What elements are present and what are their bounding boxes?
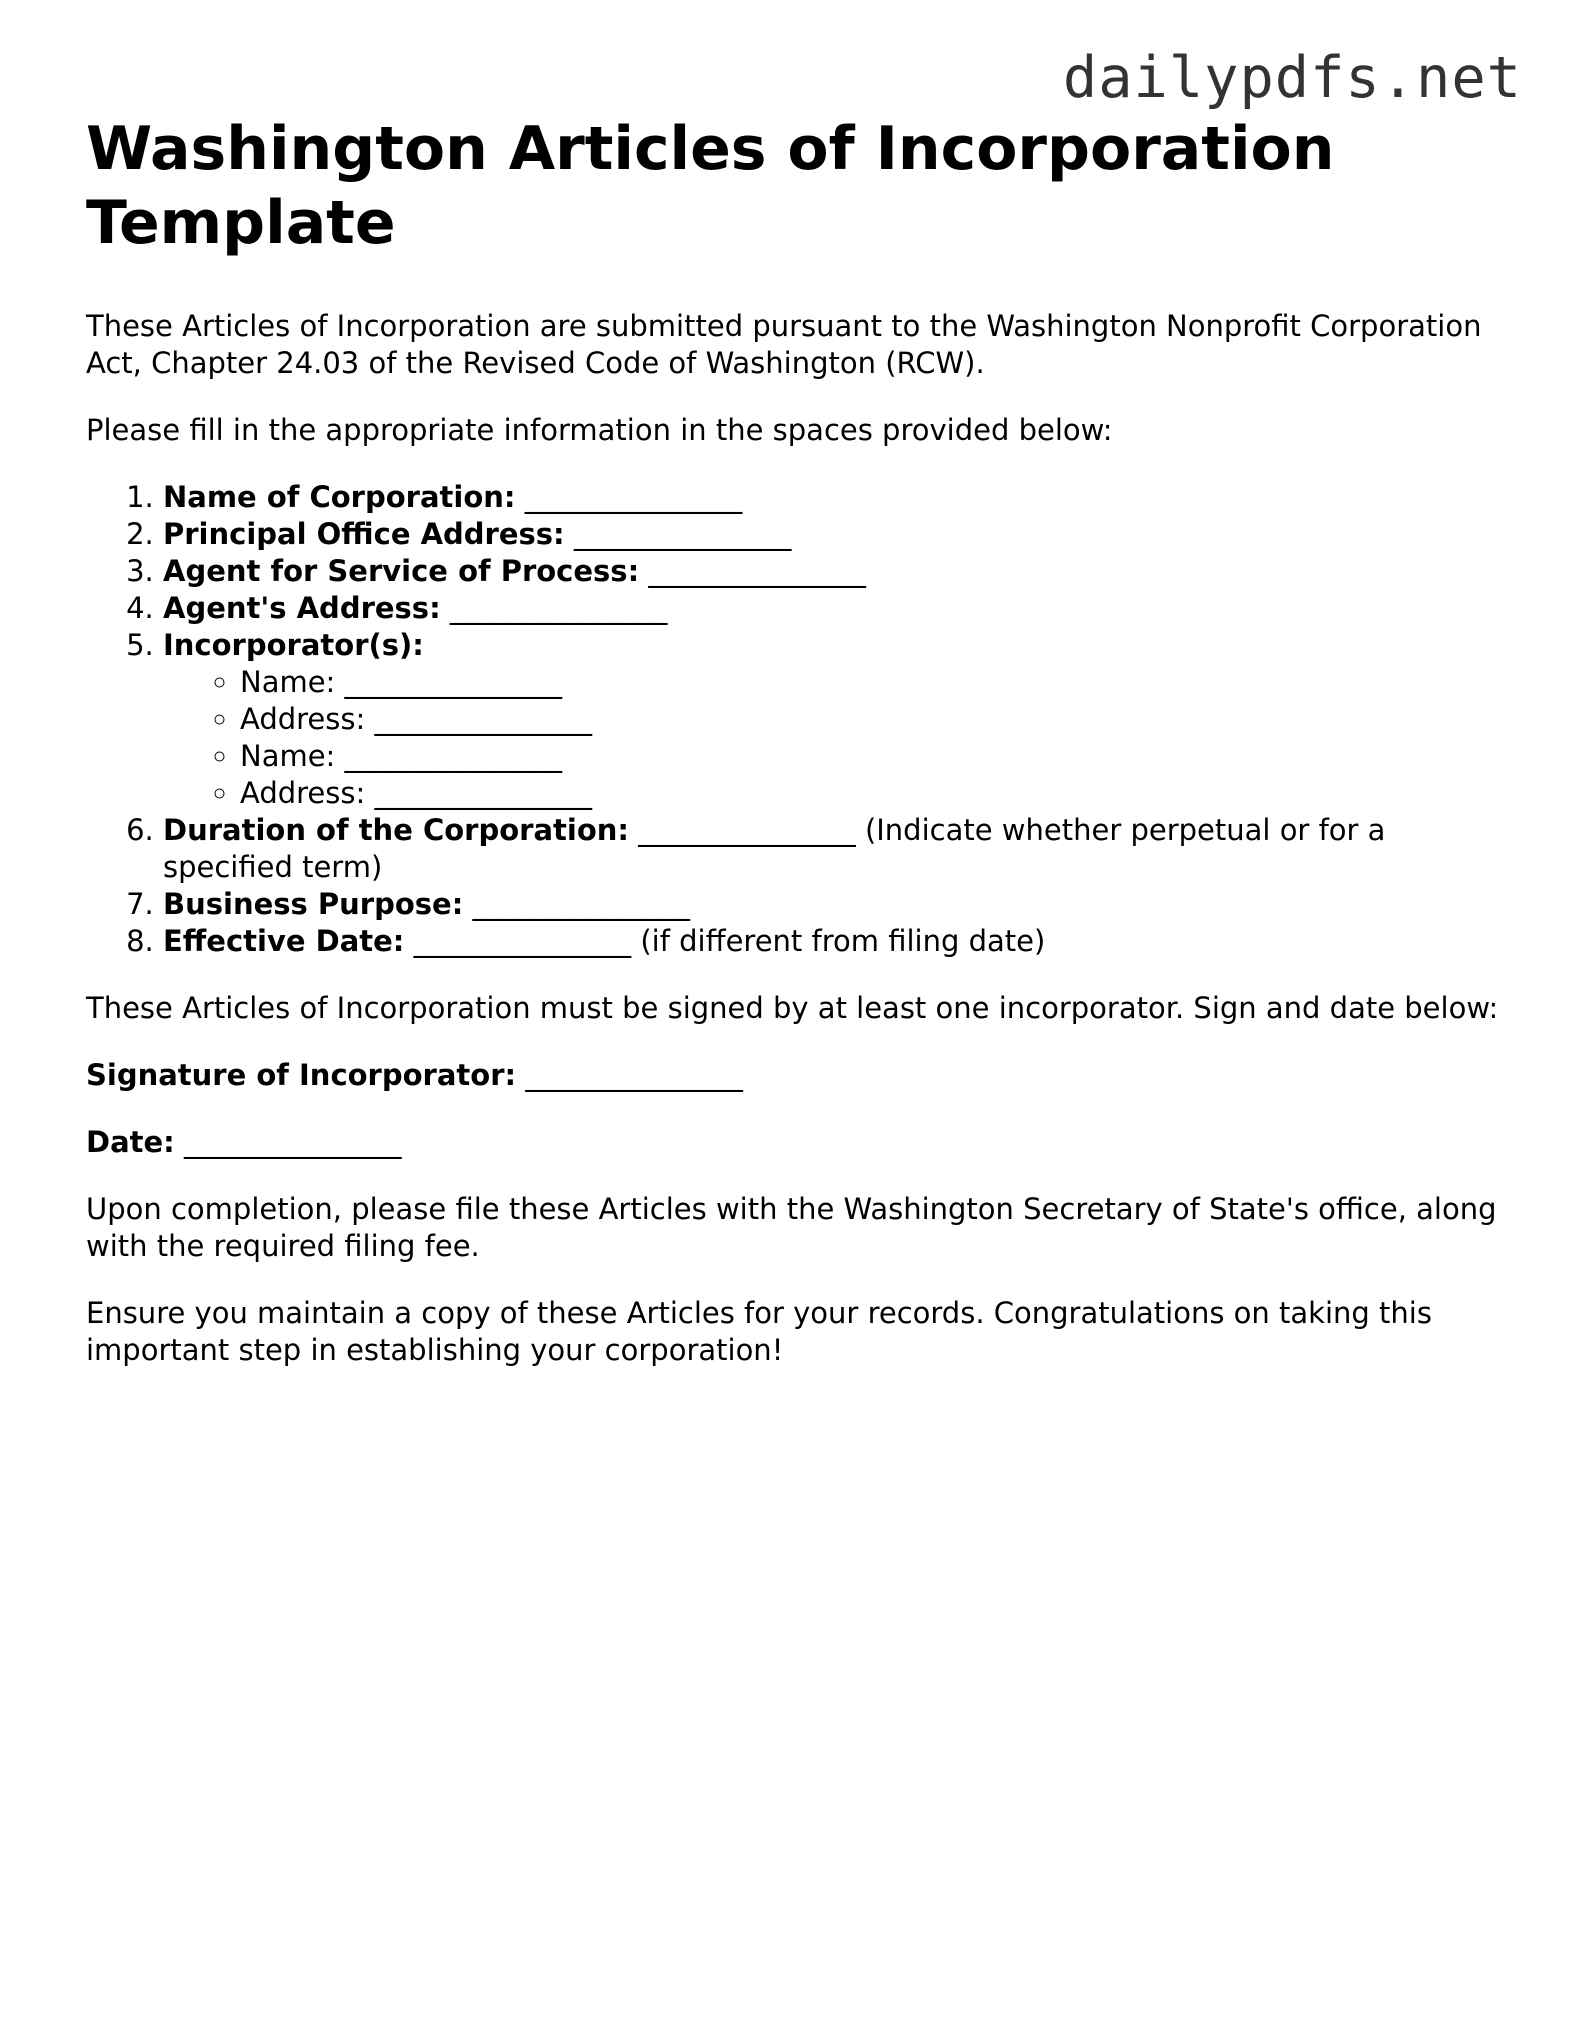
list-item-incorporators bbox=[163, 627, 1506, 812]
field-label: Agent's Address: bbox=[163, 591, 441, 625]
blank-line[interactable]: _______________ bbox=[638, 813, 856, 847]
fill-instructions: Please fill in the appropriate information in the spaces provided below: bbox=[86, 413, 1113, 447]
blank-line[interactable]: _______________ bbox=[344, 739, 563, 773]
field-label: Agent for Service of Process: bbox=[163, 554, 640, 588]
field-label: Business Purpose: bbox=[163, 887, 464, 921]
sub-field-label: Address: bbox=[240, 702, 366, 736]
sub-field-label: Name: bbox=[240, 665, 336, 699]
blank-line[interactable]: _______________ bbox=[449, 591, 668, 625]
list-item-agent-address bbox=[163, 590, 1506, 627]
signature-line bbox=[86, 1057, 1506, 1094]
document-body bbox=[86, 112, 1506, 1369]
list-item-agent-for-service bbox=[163, 553, 1506, 590]
field-label: Principal Office Address: bbox=[163, 517, 565, 551]
page-title: Washington Articles of Incorporation Template bbox=[86, 114, 1335, 258]
sub-item-name bbox=[240, 738, 1506, 775]
blank-line[interactable]: _______________ bbox=[374, 702, 592, 736]
list-item-principal-office-address bbox=[163, 516, 1506, 553]
date-line bbox=[86, 1124, 1506, 1161]
list-item-duration bbox=[163, 812, 1506, 886]
filing-instructions: Upon completion, please file these Articles with the Washington Secretary of State's office, along with the required filing fee. bbox=[86, 1192, 1497, 1263]
list-item-effective-date bbox=[163, 923, 1506, 960]
field-label: Name of Corporation: bbox=[163, 480, 516, 514]
blank-line[interactable]: _______________ bbox=[344, 665, 563, 699]
field-label: Incorporator(s): bbox=[163, 628, 424, 662]
sub-field-label: Name: bbox=[240, 739, 336, 773]
sub-item-address bbox=[240, 701, 1506, 738]
date-blank[interactable]: _______________ bbox=[184, 1125, 402, 1159]
field-note: (Indicate whether perpetual or for a specified term) bbox=[163, 813, 1386, 884]
blank-line[interactable]: _______________ bbox=[648, 554, 866, 588]
sub-item-address bbox=[240, 775, 1506, 812]
blank-line[interactable]: _______________ bbox=[472, 887, 691, 921]
closing-paragraph: Ensure you maintain a copy of these Articles for your records. Congratulations on taking this important step in establishing your corporation! bbox=[86, 1296, 1432, 1367]
field-note: (if different from filing date) bbox=[640, 924, 1046, 958]
field-label: Effective Date: bbox=[163, 924, 405, 958]
list-item-business-purpose bbox=[163, 886, 1506, 923]
sub-item-name bbox=[240, 664, 1506, 701]
signature-blank[interactable]: _______________ bbox=[525, 1058, 743, 1092]
blank-line[interactable]: _______________ bbox=[524, 480, 743, 514]
field-label: Duration of the Corporation: bbox=[163, 813, 629, 847]
blank-line[interactable]: _______________ bbox=[413, 924, 632, 958]
signing-instructions: These Articles of Incorporation must be signed by at least one incorporator. Sign and date below: bbox=[86, 991, 1499, 1025]
incorporator-sublist bbox=[163, 664, 1506, 812]
sub-field-label: Address: bbox=[240, 776, 366, 810]
blank-line[interactable]: _______________ bbox=[374, 776, 592, 810]
list-item-name-of-corporation bbox=[163, 479, 1506, 516]
watermark: dailypdfs.net bbox=[1062, 45, 1522, 111]
blank-line[interactable]: _______________ bbox=[573, 517, 792, 551]
intro-paragraph: These Articles of Incorporation are submitted pursuant to the Washington Nonprofit Corporation Act, Chapter 24.03 of the Revised Code of Washington (RCW). bbox=[86, 309, 1482, 380]
date-label: Date: bbox=[86, 1125, 175, 1159]
signature-label: Signature of Incorporator: bbox=[86, 1058, 517, 1092]
form-fields-list bbox=[86, 479, 1506, 960]
